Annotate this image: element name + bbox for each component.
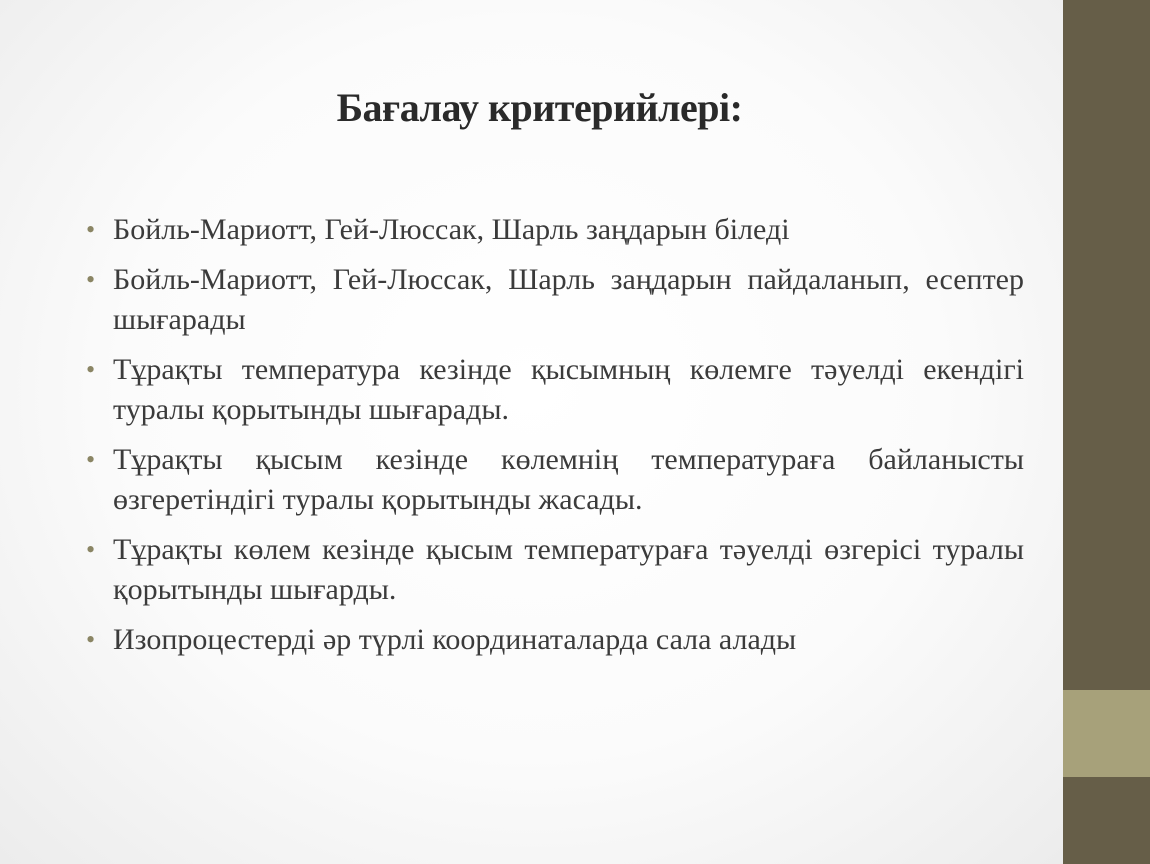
list-item [86, 350, 1024, 430]
list-item-text: Тұрақты температура кезінде қысымның көлемге тәуелді екендігі туралы қорытынды шығарады. [113, 353, 1024, 426]
bullet-icon: • [86, 355, 96, 384]
list-item [86, 530, 1024, 610]
list-item-text: Изопроцестерді әр түрлі координаталарда сала алады [113, 623, 797, 656]
list-item [86, 210, 1024, 250]
list-item [86, 440, 1024, 520]
bullet-icon: • [86, 625, 96, 654]
list-item-text: Тұрақты көлем кезінде қысым температураға тәуелді өзгерісі туралы қорытынды шығарды. [113, 533, 1024, 606]
list-item-text: Бойль-Мариотт, Гей-Люссак, Шарль заңдарын пайдаланып, есептер шығарады [113, 263, 1024, 336]
slide-title: Бағалау критерийлері: [336, 85, 743, 130]
bullet-icon: • [86, 265, 96, 294]
bullet-icon: • [86, 445, 96, 474]
list-item [86, 620, 1024, 660]
decorative-sidebar-accent [1063, 690, 1150, 777]
list-item-text: Бойль-Мариотт, Гей-Люссак, Шарль заңдарын біледі [113, 213, 790, 246]
list-item-text: Тұрақты қысым кезінде көлемнің температураға байланысты өзгеретіндігі туралы қорытынды жасады. [113, 443, 1024, 516]
criteria-list [86, 210, 1024, 670]
list-item [86, 260, 1024, 340]
bullet-icon: • [86, 215, 96, 244]
bullet-icon: • [86, 535, 96, 564]
